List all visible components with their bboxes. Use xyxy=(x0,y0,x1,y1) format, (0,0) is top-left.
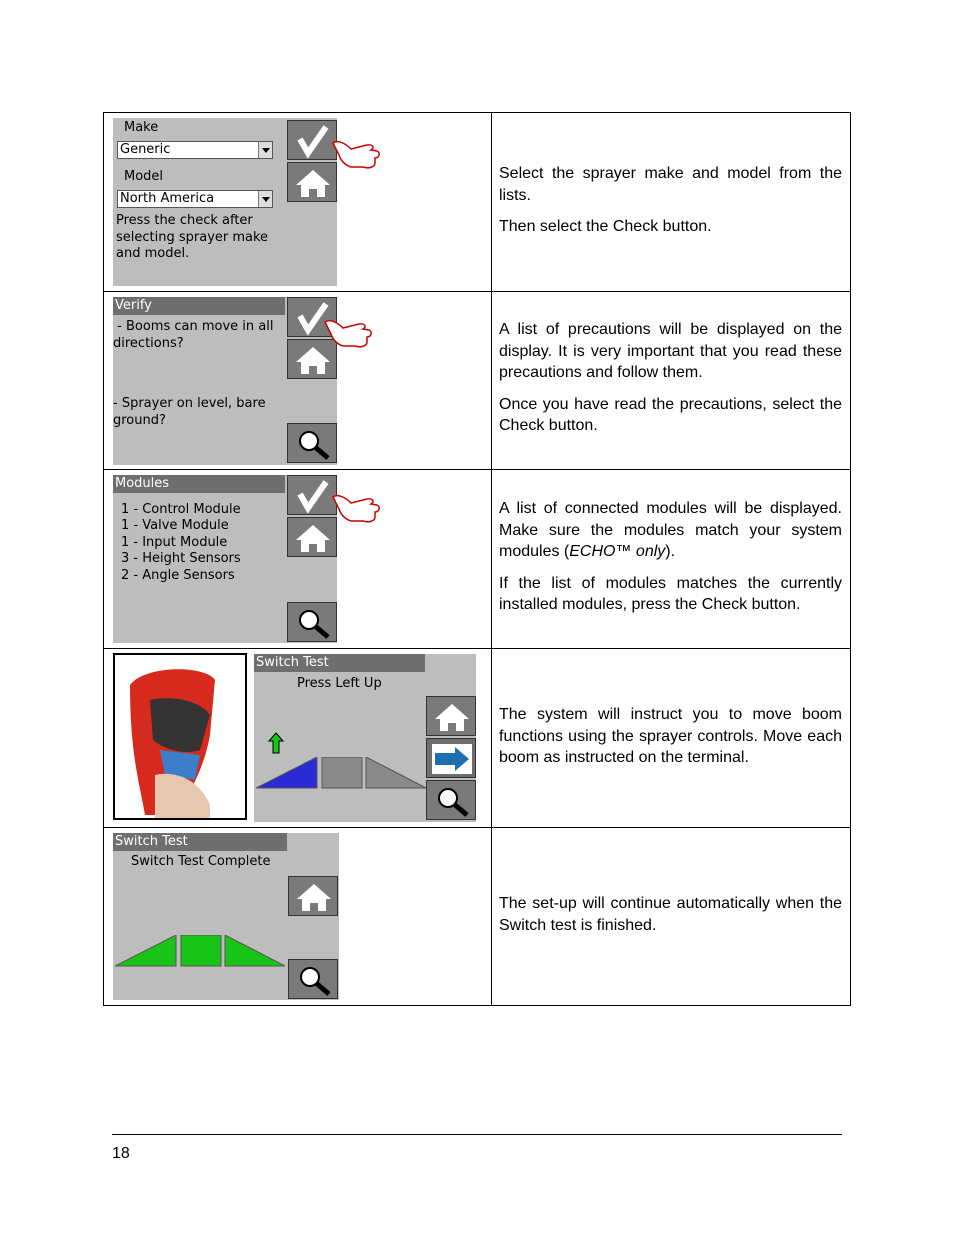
row-description xyxy=(499,319,842,447)
pointing-hand-icon xyxy=(331,135,381,173)
module-list-item: 1 - Control Module xyxy=(121,502,241,517)
home-button[interactable] xyxy=(287,162,337,202)
zoom-button[interactable] xyxy=(288,959,338,999)
desc-paragraph: If the list of modules matches the currently installed modules, press the Check button. xyxy=(499,574,842,613)
screen-title: Switch Test xyxy=(254,654,425,672)
row-description xyxy=(499,498,842,626)
arrow-up-icon xyxy=(268,732,284,754)
center-section xyxy=(181,935,221,966)
desc-text: A list of connected modules will be displayed. Make sure the modules match your system modules ( xyxy=(499,500,842,560)
screen-title: Switch Test xyxy=(113,833,287,851)
boom-diagram xyxy=(256,757,426,789)
home-button[interactable] xyxy=(287,517,337,557)
joystick-handle-image xyxy=(115,655,245,818)
instruction-text: Press Left Up xyxy=(297,676,382,691)
manual-button[interactable] xyxy=(426,738,476,778)
zoom-button[interactable] xyxy=(287,602,337,642)
screen-title: Verify xyxy=(113,297,285,315)
instruction-table xyxy=(103,112,851,1006)
magnifier-icon xyxy=(288,424,338,464)
table-row xyxy=(104,649,850,828)
magnifier-icon xyxy=(427,781,477,821)
modules-screen xyxy=(113,475,337,643)
right-boom xyxy=(366,757,426,788)
magnifier-icon xyxy=(289,960,339,1000)
desc-paragraph: Once you have read the precautions, select the Check button. xyxy=(499,395,842,434)
switch-complete-screen xyxy=(113,833,339,1000)
left-boom xyxy=(256,757,317,788)
check-button[interactable] xyxy=(287,475,337,515)
table-row xyxy=(104,470,850,649)
row-description xyxy=(499,704,842,779)
home-icon xyxy=(289,877,339,917)
zoom-button[interactable] xyxy=(287,423,337,463)
desc-paragraph: A list of precautions will be displayed on the display. It is very important that you read these precautions and follow them. xyxy=(499,321,842,381)
check-button[interactable] xyxy=(287,120,337,160)
module-list-item: 2 - Angle Sensors xyxy=(121,568,235,583)
precaution-text: - Booms can move in all directions? xyxy=(113,319,274,351)
screen-title: Modules xyxy=(113,475,285,493)
left-boom xyxy=(115,935,176,966)
table-row xyxy=(104,292,850,470)
module-list-item: 1 - Input Module xyxy=(121,535,228,550)
home-icon xyxy=(427,697,477,737)
table-row xyxy=(104,113,850,292)
controller-photo xyxy=(113,653,247,820)
make-value: Generic xyxy=(120,142,171,157)
desc-italic: ECHO™ only xyxy=(569,543,666,560)
desc-paragraph xyxy=(499,498,842,563)
pointing-hand-icon xyxy=(323,314,373,352)
verify-screen xyxy=(113,297,337,465)
center-section xyxy=(322,757,362,788)
zoom-button[interactable] xyxy=(426,780,476,820)
pointing-hand-icon xyxy=(331,489,381,527)
footer-divider xyxy=(112,1134,842,1135)
desc-paragraph: Then select the Check button. xyxy=(499,218,712,235)
chevron-down-icon[interactable] xyxy=(258,191,272,207)
module-list-item: 1 - Valve Module xyxy=(121,518,229,533)
instruction-text: Press the check after selecting sprayer make and model. xyxy=(116,213,269,261)
magnifier-icon xyxy=(288,603,338,643)
book-arrow-icon xyxy=(427,739,477,779)
home-button[interactable] xyxy=(288,876,338,916)
model-label: Model xyxy=(124,169,164,184)
boom-diagram xyxy=(115,935,285,967)
model-value: North America xyxy=(120,191,215,206)
instruction-text: Switch Test Complete xyxy=(131,854,271,869)
make-label: Make xyxy=(124,120,159,135)
desc-paragraph: Select the sprayer make and model from the lists. xyxy=(499,165,842,204)
row-description xyxy=(499,893,842,946)
module-list-item: 3 - Height Sensors xyxy=(121,551,241,566)
desc-paragraph: The set-up will continue automatically when the Switch test is finished. xyxy=(499,895,842,934)
chevron-down-icon[interactable] xyxy=(258,142,272,158)
switch-test-screen xyxy=(254,654,476,822)
page-number: 18 xyxy=(112,1145,130,1162)
desc-paragraph: The system will instruct you to move boom functions using the sprayer controls. Move each boom as instructed on the terminal. xyxy=(499,706,842,766)
precaution-text: - Sprayer on level, bare ground? xyxy=(113,396,266,428)
table-row xyxy=(104,828,850,1005)
model-dropdown[interactable] xyxy=(117,190,273,208)
row-description xyxy=(499,163,842,248)
make-dropdown[interactable] xyxy=(117,141,273,159)
right-boom xyxy=(225,935,285,966)
home-button[interactable] xyxy=(426,696,476,736)
make-model-screen xyxy=(113,118,337,286)
desc-text: ). xyxy=(665,543,676,560)
